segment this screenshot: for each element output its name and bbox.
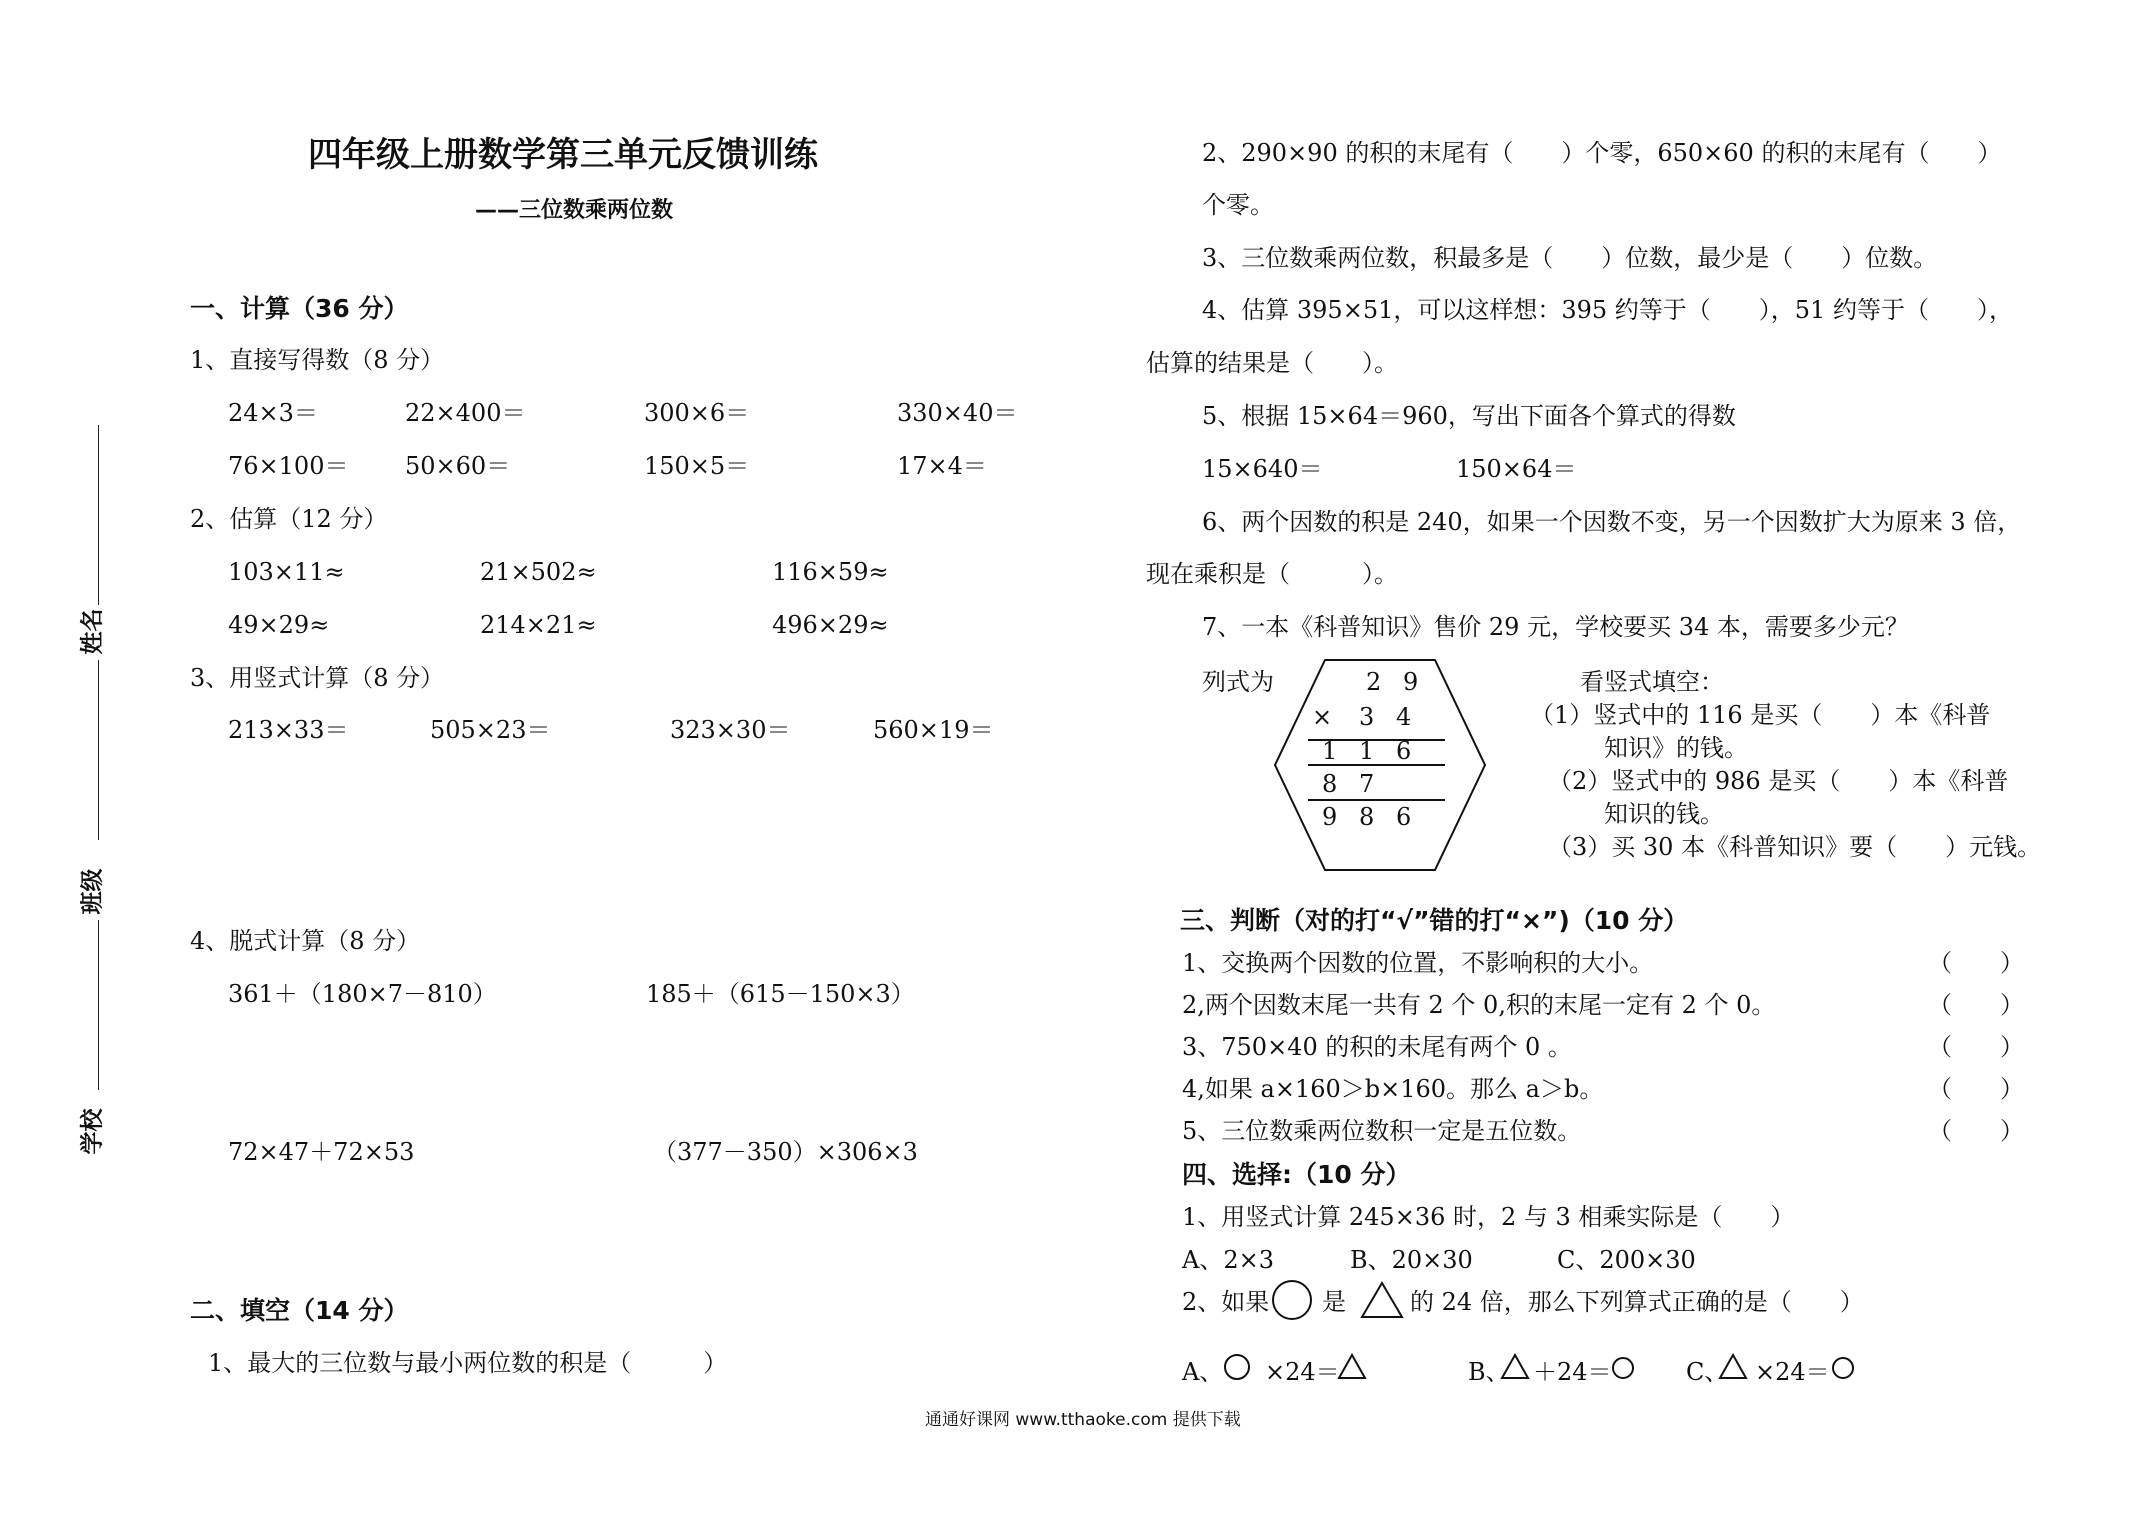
calc-item: 22×400＝: [405, 399, 526, 427]
fill-in-1b: 知识》的钱。: [1604, 734, 1748, 762]
fill-q2-line1: 2、290×90 的积的末尾有（ ）个零，650×60 的积的末尾有（ ）: [1202, 139, 2002, 167]
judge-answer-bracket: （ ）: [1928, 1075, 2024, 1103]
footer-credit: 通通好课网 www.tthaoke.com 提供下载: [925, 1410, 1241, 1430]
triangle-icon: [1337, 1353, 1367, 1381]
circle-icon: [1830, 1355, 1856, 1381]
fill-in-1a: （1）竖式中的 116 是买（ ）本《科普: [1530, 701, 1991, 729]
calc-item: 300×6＝: [644, 399, 750, 427]
fill-q7: 7、一本《科普知识》售价 29 元，学校要买 34 本，需要多少元？: [1202, 613, 1909, 641]
q3-title: 3、用竖式计算（8 分）: [190, 664, 445, 692]
stepwise-item: 72×47＋72×53: [228, 1138, 415, 1166]
fill-in-2b: 知识的钱。: [1604, 800, 1724, 828]
choice-option-a: A、: [1182, 1358, 1224, 1386]
triangle-icon: [1718, 1353, 1748, 1381]
calc-item: 330×40＝: [897, 399, 1018, 427]
fill-q5: 5、根据 15×64＝960，写出下面各个算式的得数: [1202, 402, 1736, 430]
vertical-digit: 2: [1366, 668, 1382, 696]
choice-q2-part: 2、如果: [1182, 1288, 1270, 1316]
q7-label: 列式为: [1202, 668, 1274, 696]
vertical-digit: 4: [1396, 703, 1412, 731]
name-line: [98, 425, 99, 605]
estimate-item: 214×21≈: [480, 611, 597, 639]
vertical-digit: ×: [1312, 703, 1333, 731]
vertical-digit: 8: [1322, 770, 1338, 798]
stepwise-item: 361＋（180×7－810）: [228, 980, 497, 1008]
fill-in-2a: （2）竖式中的 986 是买（ ）本《科普: [1548, 767, 2009, 795]
calc-item: 24×3＝: [228, 399, 318, 427]
judge-answer-bracket: （ ）: [1928, 949, 2024, 977]
judge-item: 4,如果 a×160＞b×160。那么 a＞b。: [1182, 1075, 1604, 1103]
q4-title: 4、脱式计算（8 分）: [190, 927, 421, 955]
vertical-digit: 6: [1396, 803, 1412, 831]
choice-option: B、20×30: [1350, 1246, 1473, 1274]
school-label: 学校: [79, 1108, 106, 1155]
calc-item: 17×4＝: [897, 452, 987, 480]
vertical-calc-item: 505×23＝: [430, 716, 551, 744]
judge-answer-bracket: （ ）: [1928, 1117, 2024, 1145]
judge-item: 5、三位数乘两位数积一定是五位数。: [1182, 1117, 1582, 1145]
circle-icon: [1222, 1352, 1252, 1382]
circle-icon: [1610, 1355, 1636, 1381]
section3-heading: 三、判断（对的打“√”错的打“×”)（10 分）: [1180, 906, 1689, 935]
vertical-digit: 8: [1359, 803, 1375, 831]
stepwise-item: 185＋（615－150×3）: [646, 980, 915, 1008]
choice-option-c: C、: [1686, 1358, 1729, 1386]
page-subtitle: ——三位数乘两位数: [475, 198, 674, 223]
fill-in-title: 看竖式填空：: [1580, 668, 1724, 696]
choice-option-b-expr: ＋24＝: [1533, 1358, 1612, 1386]
calc-item: 50×60＝: [405, 452, 511, 480]
q2-title: 2、估算（12 分）: [190, 505, 388, 533]
vertical-digit: 9: [1322, 803, 1338, 831]
fill-in-3: （3）买 30 本《科普知识》要（ ）元钱。: [1548, 833, 2042, 861]
judge-answer-bracket: （ ）: [1928, 991, 2024, 1019]
class-line: [98, 920, 99, 1090]
vertical-digit: 6: [1396, 737, 1412, 765]
fill-q4-line1: 4、估算 395×51，可以这样想：395 约等于（ ），51 约等于（ ），: [1202, 296, 2013, 324]
section2-heading: 二、填空（14 分）: [190, 1296, 409, 1325]
choice-option: C、200×30: [1557, 1246, 1696, 1274]
q1-title: 1、直接写得数（8 分）: [190, 346, 445, 374]
fill-q1: 1、最大的三位数与最小两位数的积是（ ）: [208, 1349, 728, 1377]
circle-icon: [1270, 1278, 1314, 1322]
choice-q2-part: 的 24 倍，那么下列算式正确的是（ ）: [1410, 1288, 1864, 1316]
triangle-icon: [1360, 1280, 1404, 1320]
stepwise-item: （377－350）×306×3: [653, 1138, 918, 1166]
fill-q5-item: 150×64＝: [1456, 455, 1577, 483]
section1-heading: 一、计算（36 分）: [190, 294, 409, 323]
vertical-calc-item: 323×30＝: [670, 716, 791, 744]
calc-item: 150×5＝: [644, 452, 750, 480]
triangle-icon: [1500, 1353, 1530, 1381]
vertical-digit: 1: [1322, 737, 1338, 765]
vertical-calc-item: 560×19＝: [873, 716, 994, 744]
judge-item: 1、交换两个因数的位置，不影响积的大小。: [1182, 949, 1654, 977]
vertical-digit: 1: [1359, 737, 1375, 765]
name-label: 姓名: [79, 608, 106, 655]
fill-q5-item: 15×640＝: [1202, 455, 1323, 483]
judge-item: 3、750×40 的积的未尾有两个 0 。: [1182, 1033, 1572, 1061]
fill-q2-line2: 个零。: [1202, 191, 1274, 219]
fill-q6-line1: 6、两个因数的积是 240，如果一个因数不变，另一个因数扩大为原来 3 倍，: [1202, 508, 2022, 536]
fill-q4-line2: 估算的结果是（ ）。: [1146, 349, 1398, 377]
vertical-digit: 7: [1359, 770, 1375, 798]
estimate-item: 21×502≈: [480, 558, 597, 586]
judge-answer-bracket: （ ）: [1928, 1033, 2024, 1061]
estimate-item: 49×29≈: [228, 611, 330, 639]
estimate-item: 116×59≈: [772, 558, 889, 586]
section4-heading: 四、选择:（10 分）: [1182, 1160, 1411, 1189]
class-label: 班级: [79, 868, 106, 915]
vertical-digit: 3: [1359, 703, 1375, 731]
choice-option-b: B、: [1468, 1358, 1510, 1386]
vertical-calc-item: 213×33＝: [228, 716, 349, 744]
fill-q3: 3、三位数乘两位数，积最多是（ ）位数，最少是（ ）位数。: [1202, 244, 1938, 272]
judge-item: 2,两个因数末尾一共有 2 个 0,积的末尾一定有 2 个 0。: [1182, 991, 1776, 1019]
estimate-item: 103×11≈: [228, 558, 345, 586]
choice-option-a-expr: ×24＝: [1265, 1358, 1340, 1386]
vertical-digit: 9: [1403, 668, 1419, 696]
page-title: 四年级上册数学第三单元反馈训练: [308, 135, 818, 175]
name-line-lower: [98, 660, 99, 840]
choice-q2-part: 是: [1322, 1288, 1346, 1316]
estimate-item: 496×29≈: [772, 611, 889, 639]
choice-option: A、2×3: [1182, 1246, 1274, 1274]
calc-item: 76×100＝: [228, 452, 349, 480]
choice-q1: 1、用竖式计算 245×36 时，2 与 3 相乘实际是（ ）: [1182, 1203, 1795, 1231]
choice-option-c-expr: ×24＝: [1755, 1358, 1830, 1386]
fill-q6-line2: 现在乘积是（ ）。: [1146, 560, 1398, 588]
